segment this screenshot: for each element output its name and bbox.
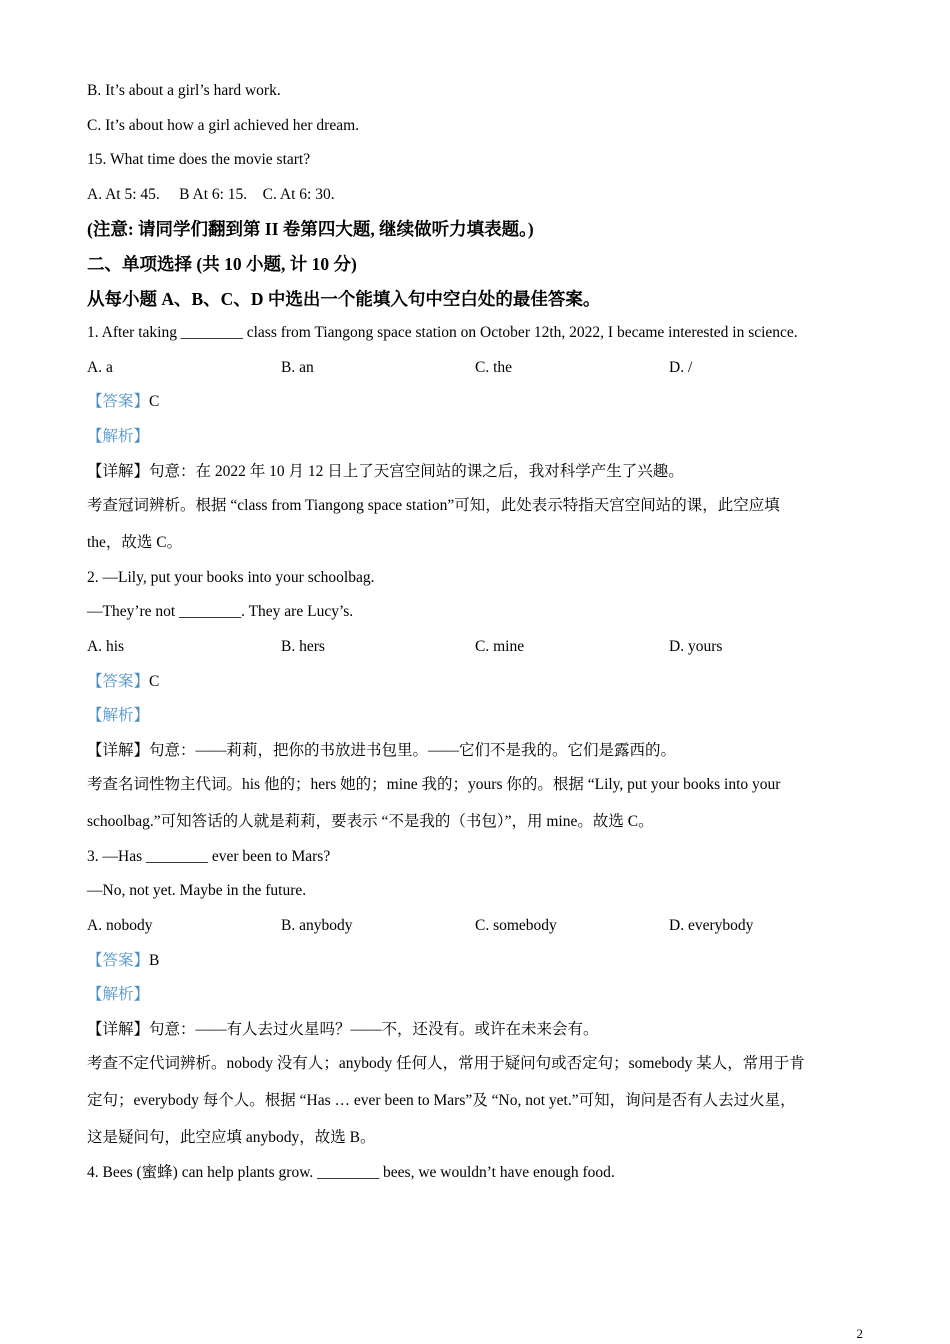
answer-label: 【答案】 [87, 951, 150, 969]
q2-answer-value: C [149, 672, 160, 690]
section-heading: 二、单项选择 (共 10 小题, 计 10 分) [87, 253, 357, 274]
analysis-label: 【解析】 [87, 427, 150, 445]
q3-explanation-2: 定句；everybody 每个人。根据 “Has … ever been to Mars”及 “No, not yet.”可知，询问是否有人去过火星， [87, 1092, 796, 1110]
q3-option-a: A. nobody [87, 917, 153, 935]
q3-stem-2: —No, not yet. Maybe in the future. [87, 882, 307, 900]
answer-label: 【答案】 [87, 672, 150, 690]
q3-option-c: C. somebody [475, 917, 557, 935]
q1-answer-value: C [149, 393, 160, 411]
answer-label: 【答案】 [87, 393, 150, 411]
q1-option-d: D. / [669, 358, 693, 376]
q14-option-c: C. It’s about how a girl achieved her dream. [87, 116, 360, 134]
q14-option-b: B. It’s about a girl’s hard work. [87, 82, 281, 99]
q1-option-b: B. an [281, 358, 314, 376]
q15-stem: 15. What time does the movie start? [87, 151, 311, 169]
q2-stem-1: 2. —Lily, put your books into your schoolbag. [87, 568, 375, 586]
q3-answer [87, 948, 872, 983]
q2-option-b: B. hers [281, 637, 325, 655]
q3-detail: 【详解】句意：——有人去过火星吗？——不，还没有。或许在未来会有。 [87, 1020, 599, 1038]
q3-option-d: D. everybody [669, 917, 754, 935]
q1-answer [87, 389, 872, 424]
section-instruction: 从每小题 A、B、C、D 中选出一个能填入句中空白处的最佳答案。 [87, 288, 601, 309]
q3-explanation-1: 考查不定代词辨析。nobody 没有人；anybody 任何人，常用于疑问句或否定句；somebody 某人，常用于肯 [87, 1055, 805, 1073]
q1-option-a: A. a [87, 358, 113, 376]
document-page [87, 78, 872, 1195]
q2-answer [87, 669, 872, 704]
q2-option-d: D. yours [669, 637, 723, 655]
q2-explanation-1: 考查名词性物主代词。his 他的；hers 她的；mine 我的；yours 你的。根据 “Lily, put your books into your [87, 776, 781, 794]
page-number: 2 [856, 1326, 863, 1341]
q2-option-c: C. mine [475, 637, 525, 655]
q2-detail: 【详解】句意：——莉莉，把你的书放进书包里。——它们不是我的。它们是露西的。 [87, 741, 677, 759]
q2-stem-2: —They’re not ________. They are Lucy’s. [87, 603, 354, 621]
q3-option-b: B. anybody [281, 917, 353, 935]
q3-answer-value: B [149, 951, 160, 969]
q3-stem-1: 3. —Has ________ ever been to Mars? [87, 847, 331, 865]
q2-options [87, 634, 872, 669]
q1-explanation-2: the，故选 C。 [87, 534, 183, 552]
q1-stem: 1. After taking ________ class from Tiangong space station on October 12th, 2022, I became interested in science. [87, 324, 798, 342]
notice: (注意: 请同学们翻到第 II 卷第四大题, 继续做听力填表题。) [87, 219, 534, 240]
q1-detail: 【详解】句意：在 2022 年 10 月 12 日上了天宫空间站的课之后，我对科学产生了兴趣。 [87, 462, 684, 480]
q2-explanation-2: schoolbag.”可知答话的人就是莉莉，要表示 “不是我的（书包）”，用 mine。故选 C。 [87, 813, 654, 831]
q3-explanation-3: 这是疑问句，此空应填 anybody，故选 B。 [87, 1129, 376, 1147]
q3-analysis [87, 982, 872, 1017]
q3-options [87, 913, 872, 948]
q2-analysis [87, 703, 872, 738]
q4-stem: 4. Bees (蜜蜂) can help plants grow. ________ bees, we wouldn’t have enough food. [87, 1164, 615, 1182]
q2-option-a: A. his [87, 637, 125, 655]
q1-option-c: C. the [475, 358, 513, 376]
analysis-label: 【解析】 [87, 707, 150, 725]
q1-analysis [87, 424, 872, 459]
q15-options: A. At 5: 45. B At 6: 15. C. At 6: 30. [87, 185, 335, 203]
q1-options [87, 355, 872, 390]
q1-explanation-1: 考查冠词辨析。根据 “class from Tiangong space station”可知，此处表示特指天宫空间站的课，此空应填 [87, 497, 780, 515]
analysis-label: 【解析】 [87, 986, 150, 1004]
